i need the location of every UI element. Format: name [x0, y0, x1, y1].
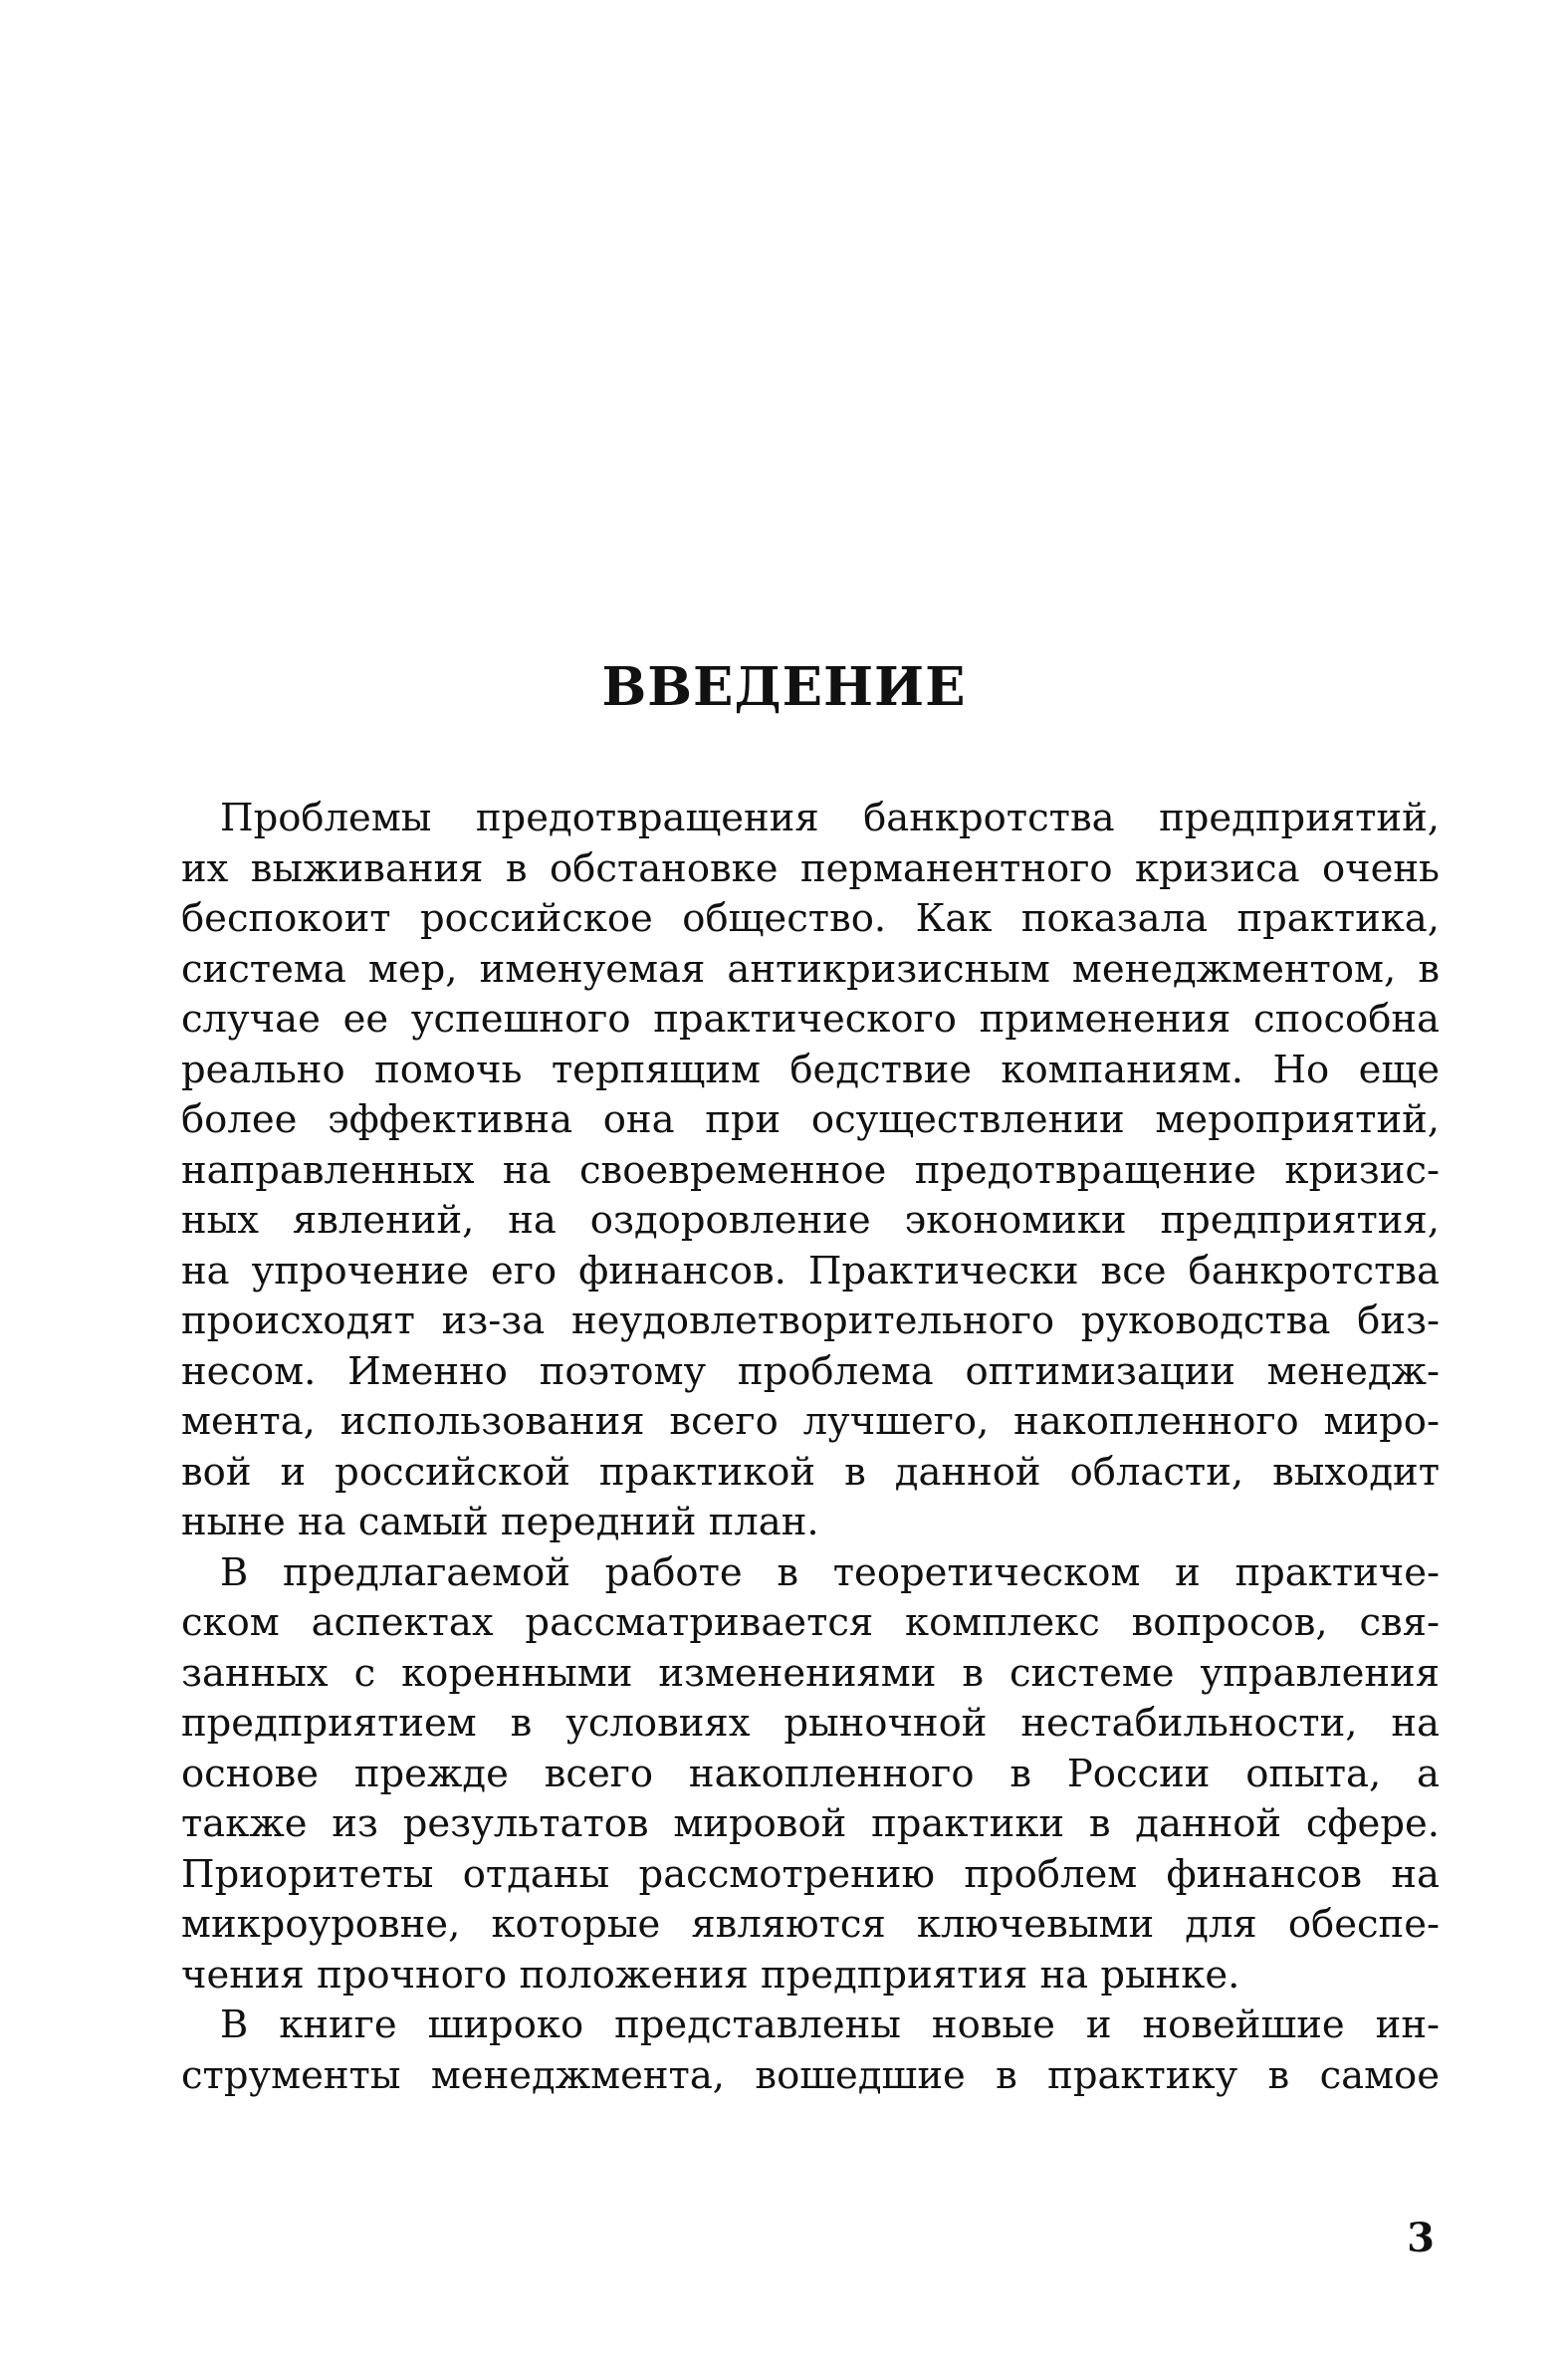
text-line: их выживания в обстановке перманентного кризиса очень: [181, 845, 1440, 891]
paragraph-1: [181, 794, 1440, 1548]
text-line: на упрочение его финансов. Практически все банкротства: [181, 1248, 1440, 1294]
text-line: случае ее успешного практического применения способна: [181, 997, 1440, 1042]
chapter-heading: ВВЕДЕНИЕ: [601, 656, 967, 718]
text-line: В книге широко представлены новые и новейшие ин-: [220, 2002, 1440, 2047]
text-line: Приоритеты отданы рассмотрению проблем финансов на: [181, 1851, 1440, 1897]
text-line: более эффективна она при осуществлении мероприятий,: [181, 1097, 1440, 1142]
text-line: вой и российской практикой в данной области, выходит: [181, 1449, 1440, 1495]
text-line: также из результатов мировой практики в данной сфере.: [181, 1801, 1440, 1846]
text-line: предприятием в условиях рыночной нестабильности, на: [181, 1701, 1440, 1746]
paragraph-3: [181, 2001, 1440, 2101]
text-line: струменты менеджмента, вошедшие в практику в самое: [181, 2052, 1440, 2098]
text-line: несом. Именно поэтому проблема оптимизации менедж-: [181, 1348, 1440, 1394]
text-line: ском аспектах рассматривается комплекс вопросов, свя-: [181, 1600, 1440, 1645]
text-line: происходят из-за неудовлетворительного руководства биз-: [181, 1298, 1440, 1343]
text-line: основе прежде всего накопленного в России опыта, а: [181, 1751, 1440, 1796]
text-line: Проблемы предотвращения банкротства предприятий,: [220, 796, 1440, 840]
text-line: реально помочь терпящим бедствие компаниям. Но еще: [181, 1047, 1440, 1092]
page-number: 3: [1407, 2215, 1435, 2261]
text-line: мента, использования всего лучшего, накопленного миро-: [181, 1399, 1440, 1444]
text-line: направленных на своевременное предотвращение кризис-: [181, 1147, 1440, 1193]
text-line: В предлагаемой работе в теоретическом и практиче-: [220, 1549, 1440, 1595]
text-line: микроуровне, которые являются ключевыми для обеспе-: [181, 1902, 1440, 1947]
text-line: ных явлений, на оздоровление экономики предприятия,: [181, 1198, 1440, 1243]
text-line: чения прочного положения предприятия на рынке.: [181, 1952, 1240, 1998]
text-line: беспокоит российское общество. Как показала практика,: [181, 896, 1440, 941]
text-line: система мер, именуемая антикризисным менеджментом, в: [181, 946, 1440, 992]
paragraph-2: [181, 1548, 1440, 2001]
text-line: занных с коренными изменениями в системе управления: [181, 1650, 1440, 1696]
text-line: ныне на самый передний план.: [181, 1500, 819, 1544]
body-text: [181, 794, 1440, 2101]
